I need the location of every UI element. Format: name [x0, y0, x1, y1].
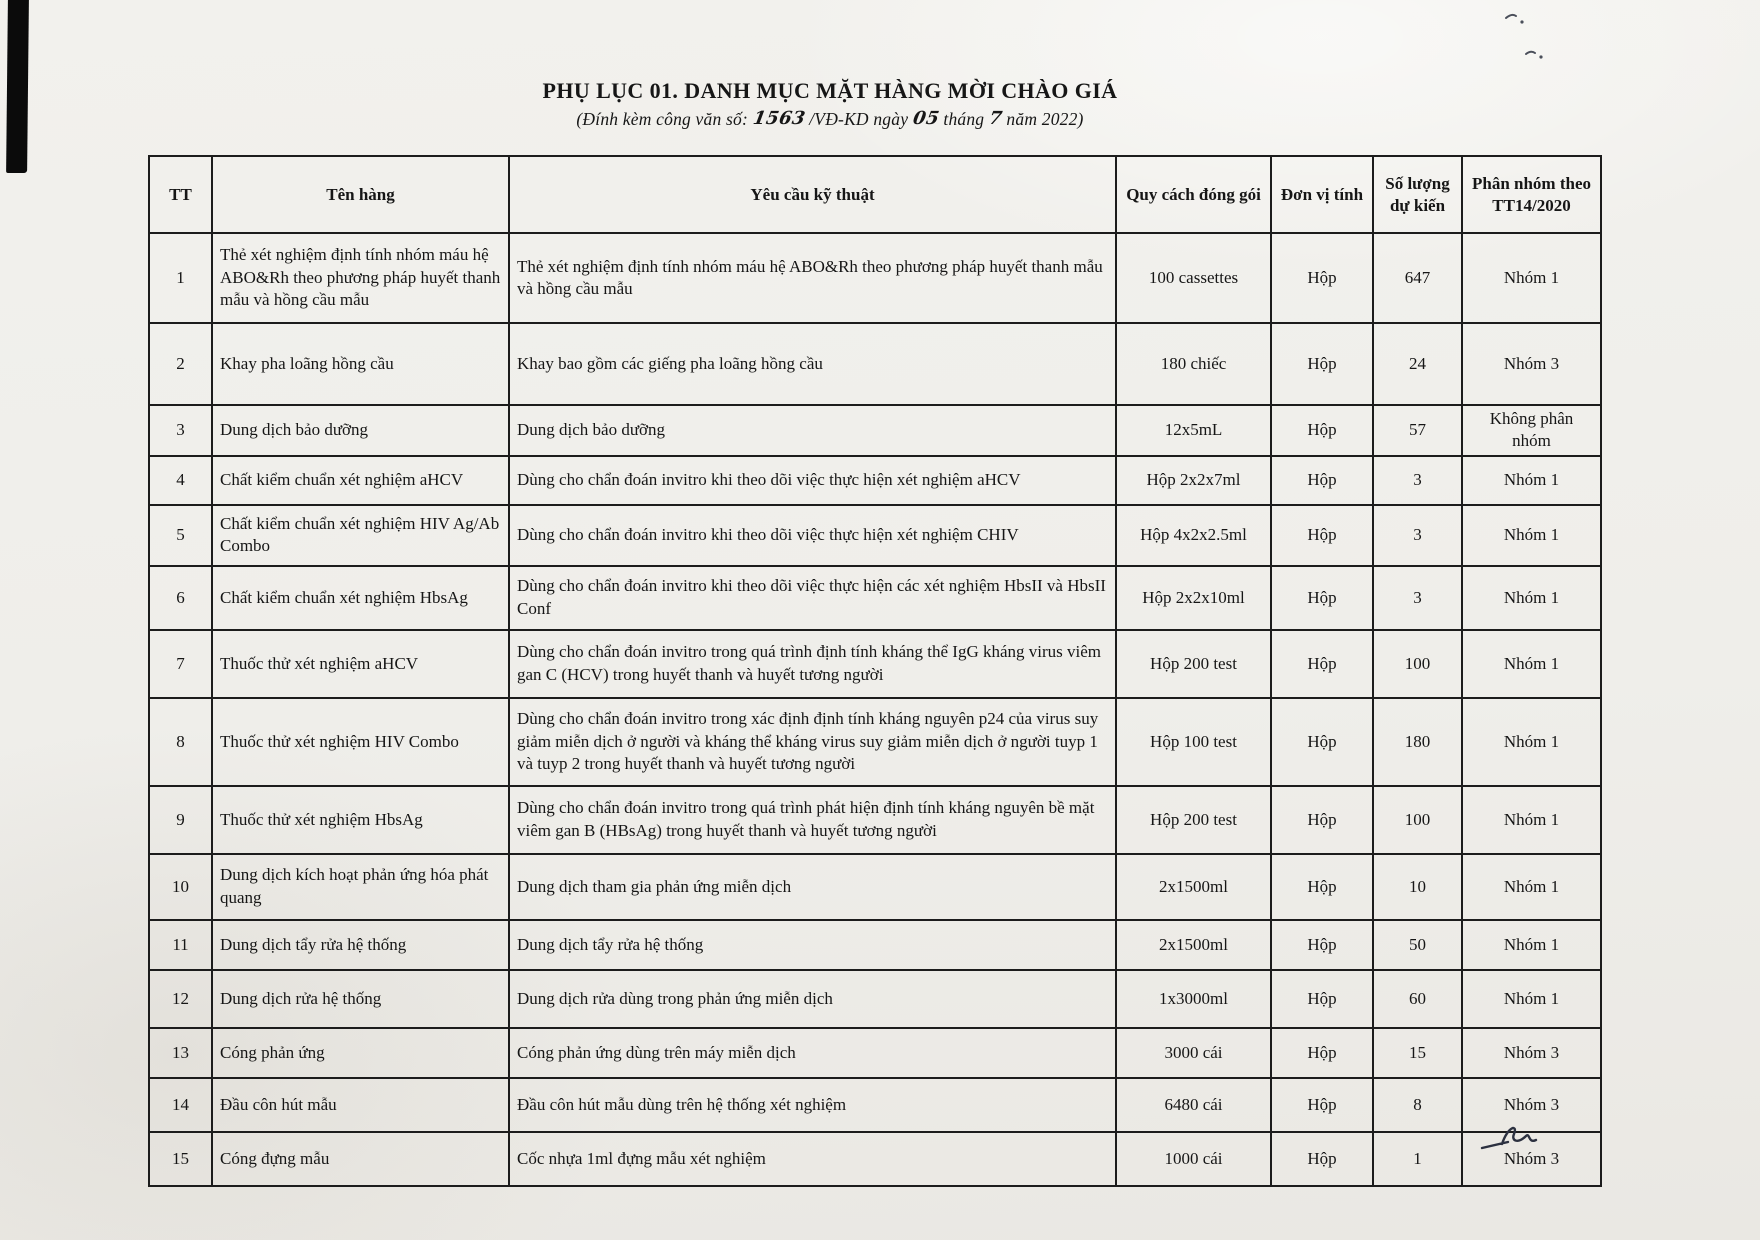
cell-quantity: 1: [1373, 1132, 1462, 1186]
page-title: PHỤ LỤC 01. DANH MỤC MẶT HÀNG MỜI CHÀO GIÁ: [542, 78, 1118, 103]
cell-quantity: 57: [1373, 405, 1462, 456]
cell-quantity: 24: [1373, 323, 1462, 405]
cell-unit: Hộp: [1271, 1132, 1373, 1186]
pen-signature-icon: [1478, 1118, 1548, 1158]
cell-quantity: 180: [1373, 698, 1462, 786]
cell-row-number: 13: [149, 1028, 212, 1078]
table-row: [149, 405, 1601, 456]
cell-unit: Hộp: [1271, 786, 1373, 854]
cell-row-number: 4: [149, 456, 212, 505]
cell-packaging: Hộp 2x2x10ml: [1116, 566, 1271, 630]
cell-item-name: Dung dịch rửa hệ thống: [212, 970, 509, 1028]
pen-marks-icon: [1492, 10, 1552, 70]
table-row: [149, 323, 1601, 405]
cell-group: Nhóm 1: [1462, 233, 1601, 323]
cell-item-name: Thuốc thử xét nghiệm HIV Combo: [212, 698, 509, 786]
cell-tech-spec: Dung dịch rửa dùng trong phản ứng miễn dịch: [509, 970, 1116, 1028]
cell-tech-spec: Dùng cho chẩn đoán invitro trong xác định định tính kháng nguyên p24 của virus suy giảm miễn dịch ở người và kháng thể kháng virus suy giảm miễn dịch ở người tuyp 1 và tuyp 2 trong huyết thanh và huyết tương người: [509, 698, 1116, 786]
cell-unit: Hộp: [1271, 233, 1373, 323]
cell-tech-spec: Dùng cho chẩn đoán invitro trong quá trình định tính kháng thể IgG kháng virus viêm gan C (HCV) trong huyết thanh và huyết tương người: [509, 630, 1116, 698]
subtitle-prefix: (Đính kèm công văn số:: [576, 109, 753, 129]
cell-group: Nhóm 1: [1462, 920, 1601, 970]
handwritten-month: 7: [987, 108, 1004, 129]
cell-tech-spec: Cốc nhựa 1ml đựng mẫu xét nghiệm: [509, 1132, 1116, 1186]
header-tt: TT: [149, 156, 212, 233]
cell-group: Nhóm 1: [1462, 566, 1601, 630]
table-row: [149, 1028, 1601, 1078]
header-item-name: Tên hàng: [212, 156, 509, 233]
document-header: [148, 78, 1512, 130]
header-tech-spec: Yêu cầu kỹ thuật: [509, 156, 1116, 233]
cell-row-number: 9: [149, 786, 212, 854]
handwritten-day: 05: [911, 108, 941, 129]
cell-unit: Hộp: [1271, 920, 1373, 970]
cell-packaging: Hộp 200 test: [1116, 786, 1271, 854]
table-row: [149, 920, 1601, 970]
cell-row-number: 15: [149, 1132, 212, 1186]
cell-packaging: 3000 cái: [1116, 1028, 1271, 1078]
handwritten-doc-number: 1563: [750, 108, 807, 129]
cell-group: Nhóm 1: [1462, 854, 1601, 920]
table-row: [149, 505, 1601, 566]
cell-group: Không phân nhóm: [1462, 405, 1601, 456]
cell-packaging: 1000 cái: [1116, 1132, 1271, 1186]
table-row: [149, 1132, 1601, 1186]
cell-tech-spec: Thẻ xét nghiệm định tính nhóm máu hệ ABO&Rh theo phương pháp huyết thanh mẫu và hồng cầu mẫu: [509, 233, 1116, 323]
cell-packaging: 12x5mL: [1116, 405, 1271, 456]
cell-unit: Hộp: [1271, 1028, 1373, 1078]
cell-group: Nhóm 1: [1462, 630, 1601, 698]
cell-quantity: 3: [1373, 505, 1462, 566]
header-group: Phân nhóm theo TT14/2020: [1462, 156, 1601, 233]
cell-unit: Hộp: [1271, 405, 1373, 456]
cell-item-name: Dung dịch bảo dưỡng: [212, 405, 509, 456]
cell-unit: Hộp: [1271, 505, 1373, 566]
cell-unit: Hộp: [1271, 698, 1373, 786]
cell-unit: Hộp: [1271, 323, 1373, 405]
cell-unit: Hộp: [1271, 630, 1373, 698]
cell-packaging: 1x3000ml: [1116, 970, 1271, 1028]
table-row: [149, 854, 1601, 920]
cell-unit: Hộp: [1271, 970, 1373, 1028]
cell-row-number: 12: [149, 970, 212, 1028]
cell-row-number: 5: [149, 505, 212, 566]
items-table: [148, 155, 1602, 1187]
cell-tech-spec: Dùng cho chẩn đoán invitro trong quá trình phát hiện định tính kháng nguyên bề mặt viêm gan B (HBsAg) trong huyết thanh và huyết tương người: [509, 786, 1116, 854]
header-packaging: Quy cách đóng gói: [1116, 156, 1271, 233]
cell-tech-spec: Đầu côn hút mẫu dùng trên hệ thống xét nghiệm: [509, 1078, 1116, 1132]
cell-row-number: 8: [149, 698, 212, 786]
cell-group: Nhóm 1: [1462, 786, 1601, 854]
table-row: [149, 970, 1601, 1028]
table-row: [149, 566, 1601, 630]
cell-group: Nhóm 1: [1462, 505, 1601, 566]
cell-unit: Hộp: [1271, 456, 1373, 505]
cell-quantity: 8: [1373, 1078, 1462, 1132]
cell-row-number: 2: [149, 323, 212, 405]
cell-tech-spec: Dung dịch tham gia phản ứng miễn dịch: [509, 854, 1116, 920]
subtitle-mid1: /VĐ-KD ngày: [804, 109, 913, 129]
cell-tech-spec: Dùng cho chẩn đoán invitro khi theo dõi việc thực hiện các xét nghiệm HbsII và HbsII Conf: [509, 566, 1116, 630]
cell-group: Nhóm 1: [1462, 456, 1601, 505]
cell-item-name: Chất kiểm chuẩn xét nghiệm HIV Ag/Ab Combo: [212, 505, 509, 566]
cell-packaging: 100 cassettes: [1116, 233, 1271, 323]
cell-item-name: Cóng phản ứng: [212, 1028, 509, 1078]
subtitle-suffix: năm 2022): [1001, 109, 1084, 129]
cell-item-name: Khay pha loãng hồng cầu: [212, 323, 509, 405]
cell-row-number: 14: [149, 1078, 212, 1132]
table-body: [149, 233, 1601, 1186]
cell-row-number: 7: [149, 630, 212, 698]
table-row: [149, 698, 1601, 786]
subtitle-mid2: tháng: [938, 109, 989, 129]
cell-quantity: 100: [1373, 630, 1462, 698]
cell-row-number: 3: [149, 405, 212, 456]
cell-row-number: 11: [149, 920, 212, 970]
header-unit: Đơn vị tính: [1271, 156, 1373, 233]
table-header: [149, 156, 1601, 233]
cell-tech-spec: Khay bao gồm các giếng pha loãng hồng cầu: [509, 323, 1116, 405]
cell-item-name: Thẻ xét nghiệm định tính nhóm máu hệ ABO&Rh theo phương pháp huyết thanh mẫu và hồng cầu mẫu: [212, 233, 509, 323]
table-header-row: [149, 156, 1601, 233]
cell-row-number: 1: [149, 233, 212, 323]
cell-quantity: 50: [1373, 920, 1462, 970]
table-row: [149, 786, 1601, 854]
cell-packaging: Hộp 2x2x7ml: [1116, 456, 1271, 505]
cell-quantity: 3: [1373, 456, 1462, 505]
cell-quantity: 100: [1373, 786, 1462, 854]
cell-row-number: 10: [149, 854, 212, 920]
table-row: [149, 233, 1601, 323]
cell-group: Nhóm 1: [1462, 698, 1601, 786]
cell-item-name: Chất kiểm chuẩn xét nghiệm HbsAg: [212, 566, 509, 630]
cell-quantity: 60: [1373, 970, 1462, 1028]
table-row: [149, 456, 1601, 505]
scan-artifact-bar: [6, 0, 29, 173]
cell-quantity: 10: [1373, 854, 1462, 920]
cell-unit: Hộp: [1271, 854, 1373, 920]
cell-tech-spec: Dùng cho chẩn đoán invitro khi theo dõi việc thực hiện xét nghiệm CHIV: [509, 505, 1116, 566]
cell-packaging: 2x1500ml: [1116, 854, 1271, 920]
cell-row-number: 6: [149, 566, 212, 630]
cell-item-name: Thuốc thử xét nghiệm aHCV: [212, 630, 509, 698]
cell-unit: Hộp: [1271, 1078, 1373, 1132]
cell-item-name: Cóng đựng mẫu: [212, 1132, 509, 1186]
cell-group: Nhóm 3: [1462, 323, 1601, 405]
cell-item-name: Thuốc thử xét nghiệm HbsAg: [212, 786, 509, 854]
table-row: [149, 1078, 1601, 1132]
cell-packaging: 2x1500ml: [1116, 920, 1271, 970]
cell-group: Nhóm 3: [1462, 1028, 1601, 1078]
cell-item-name: Dung dịch kích hoạt phản ứng hóa phát quang: [212, 854, 509, 920]
cell-tech-spec: Dung dịch tẩy rửa hệ thống: [509, 920, 1116, 970]
cell-packaging: 180 chiếc: [1116, 323, 1271, 405]
cell-packaging: 6480 cái: [1116, 1078, 1271, 1132]
cell-item-name: Chất kiểm chuẩn xét nghiệm aHCV: [212, 456, 509, 505]
cell-packaging: Hộp 4x2x2.5ml: [1116, 505, 1271, 566]
table-row: [149, 630, 1601, 698]
cell-group: Nhóm 3: [1462, 1132, 1601, 1186]
cell-unit: Hộp: [1271, 566, 1373, 630]
cell-quantity: 647: [1373, 233, 1462, 323]
cell-item-name: Đầu côn hút mẫu: [212, 1078, 509, 1132]
cell-tech-spec: Dùng cho chẩn đoán invitro khi theo dõi việc thực hiện xét nghiệm aHCV: [509, 456, 1116, 505]
cell-group: Nhóm 1: [1462, 970, 1601, 1028]
cell-packaging: Hộp 100 test: [1116, 698, 1271, 786]
cell-quantity: 3: [1373, 566, 1462, 630]
cell-item-name: Dung dịch tẩy rửa hệ thống: [212, 920, 509, 970]
cell-quantity: 15: [1373, 1028, 1462, 1078]
page-subtitle: [148, 109, 1512, 130]
cell-tech-spec: Dung dịch bảo dưỡng: [509, 405, 1116, 456]
cell-group: Nhóm 3: [1462, 1078, 1601, 1132]
cell-packaging: Hộp 200 test: [1116, 630, 1271, 698]
header-quantity: Số lượng dự kiến: [1373, 156, 1462, 233]
cell-tech-spec: Cóng phản ứng dùng trên máy miễn dịch: [509, 1028, 1116, 1078]
